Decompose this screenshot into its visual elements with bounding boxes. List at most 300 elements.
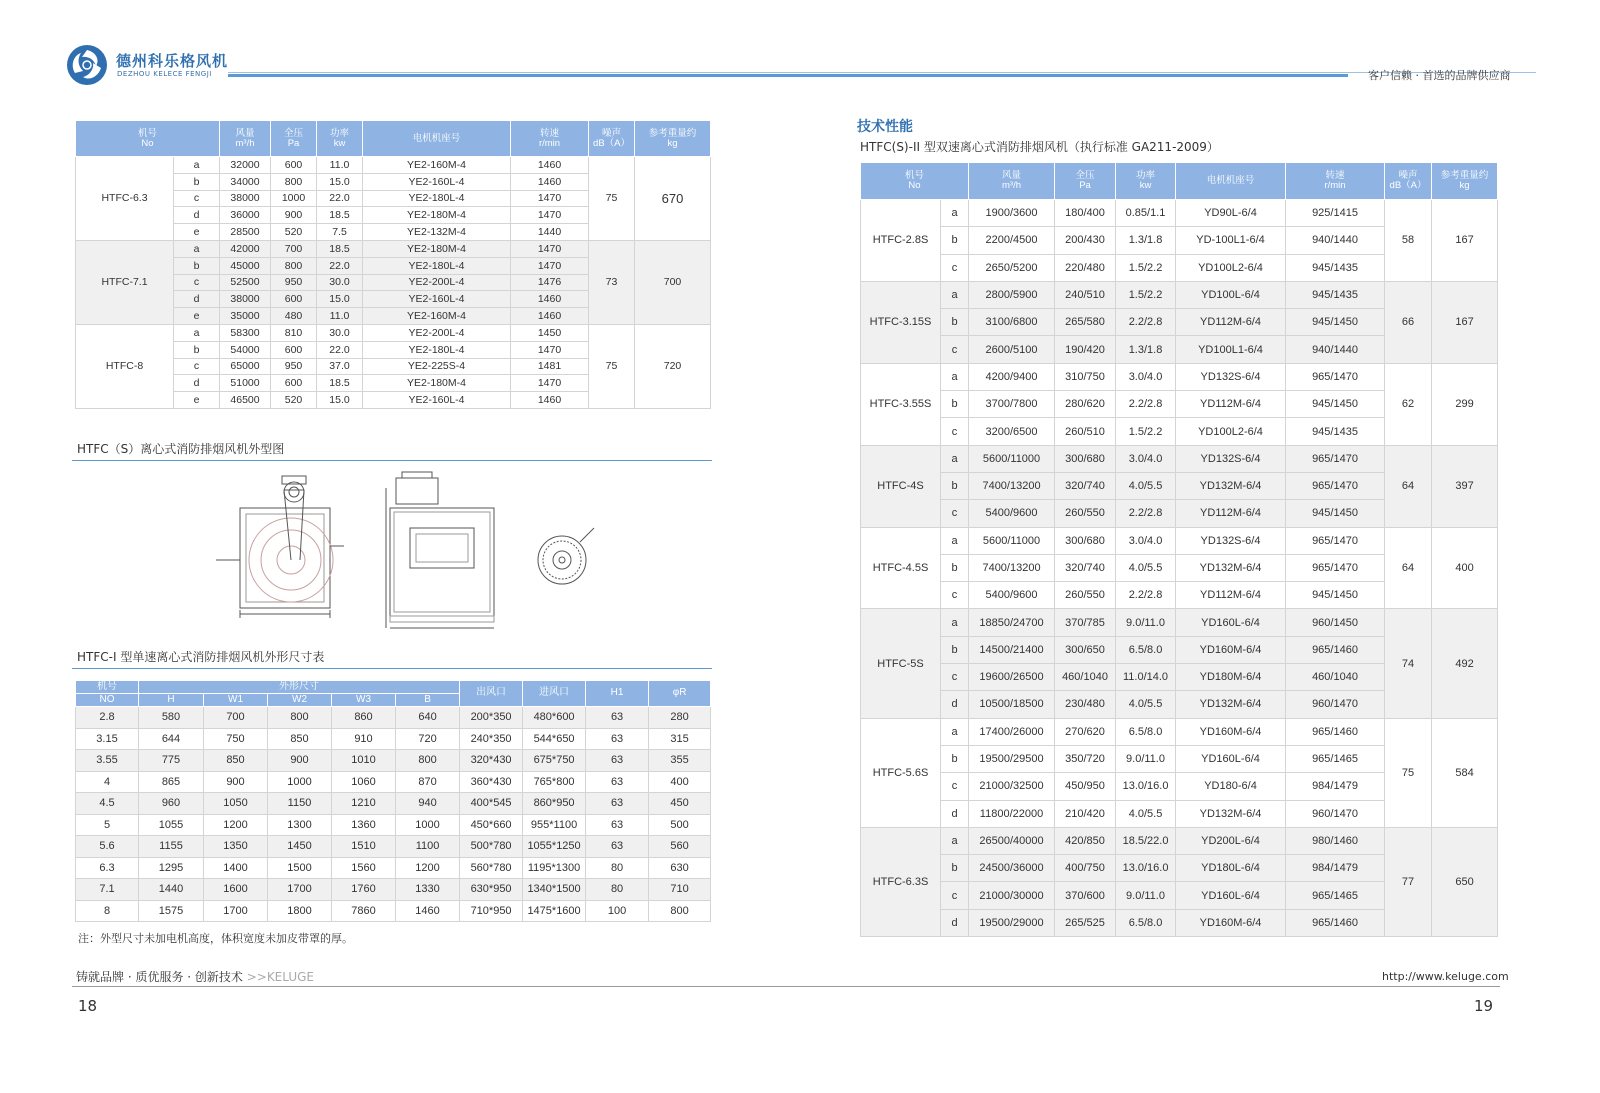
weight-cell: 584: [1432, 718, 1498, 827]
table-cell: 1460: [511, 157, 589, 174]
footer-website-link[interactable]: http://www.keluge.com: [1382, 970, 1509, 983]
table-cell: 13.0/16.0: [1116, 773, 1176, 800]
table-cell: b: [174, 257, 220, 274]
table-cell: d: [941, 691, 969, 718]
table-cell: 860*950: [523, 793, 586, 815]
table-cell: 560*780: [460, 857, 523, 879]
table-cell: 600: [271, 341, 317, 358]
table-cell: 750: [204, 728, 268, 750]
table-cell: 300/680: [1055, 527, 1116, 554]
table-cell: 3.0/4.0: [1116, 527, 1176, 554]
table-cell: 1350: [204, 836, 268, 858]
table-cell: a: [174, 324, 220, 341]
table-cell: b: [941, 472, 969, 499]
table-cell: YD132M-6/4: [1176, 472, 1286, 499]
table-cell: b: [941, 636, 969, 663]
table-cell: 63: [586, 771, 649, 793]
table-cell: 15.0: [317, 173, 363, 190]
dimension-table: [75, 680, 711, 922]
table-cell: YD100L2-6/4: [1176, 254, 1286, 281]
table-cell: 1500: [268, 857, 332, 879]
company-logo: [66, 44, 108, 86]
col-power: [1116, 163, 1176, 200]
table-cell: YD160L-6/4: [1176, 745, 1286, 772]
table-cell: 1340*1500: [523, 879, 586, 901]
table-cell: 960: [139, 793, 204, 815]
col-speed-unit: r/min: [538, 137, 561, 149]
table-row: [861, 527, 1498, 554]
table-cell: 1360: [332, 814, 396, 836]
table-cell: 260/550: [1055, 582, 1116, 609]
table-cell: 945/1435: [1286, 281, 1385, 308]
table-cell: 1800: [268, 900, 332, 922]
table-cell: 19500/29000: [969, 909, 1055, 936]
table-cell: 63: [586, 728, 649, 750]
table-row: [861, 718, 1498, 745]
table-cell: 38000: [220, 190, 271, 207]
table-cell: 355: [649, 750, 711, 772]
table-cell: 200/430: [1055, 227, 1116, 254]
table-cell: 1470: [511, 190, 589, 207]
table-cell: 65000: [220, 358, 271, 375]
table-cell: 38000: [220, 291, 271, 308]
fan-performance-table: [75, 120, 711, 409]
table-cell: 1400: [204, 857, 268, 879]
table-cell: 1200: [204, 814, 268, 836]
table-cell: 80: [586, 857, 649, 879]
table-cell: 1.5/2.2: [1116, 281, 1176, 308]
col-weight-unit: kg: [1459, 180, 1470, 191]
table-cell: 14500/21400: [969, 636, 1055, 663]
col-noise-label: 噪声: [602, 127, 622, 139]
table-cell: 6.5/8.0: [1116, 718, 1176, 745]
noise-cell: 77: [1385, 827, 1432, 936]
model-cell: HTFC-6.3: [76, 157, 174, 241]
col-airflow-label: 风量: [1002, 170, 1022, 182]
table-cell: 200*350: [460, 707, 523, 729]
col-power: [317, 121, 363, 157]
table-cell: 54000: [220, 341, 271, 358]
col-pressure-unit: Pa: [287, 137, 300, 149]
table-cell: 945/1435: [1286, 418, 1385, 445]
table-cell: a: [941, 609, 969, 636]
table-cell: YD132M-6/4: [1176, 691, 1286, 718]
table-cell: d: [174, 375, 220, 392]
table-cell: 11.0/14.0: [1116, 664, 1176, 691]
col-phi-r: φR: [649, 681, 711, 707]
noise-cell: 58: [1385, 200, 1432, 282]
table-cell: 30.0: [317, 324, 363, 341]
weight-cell: 299: [1432, 363, 1498, 445]
table-cell: b: [941, 554, 969, 581]
table-cell: YE2-200L-4: [363, 324, 511, 341]
table-cell: 4.5: [76, 793, 139, 815]
table-cell: 600: [271, 291, 317, 308]
table-cell: 2.8: [76, 707, 139, 729]
table-cell: 13.0/16.0: [1116, 855, 1176, 882]
table-cell: 230/480: [1055, 691, 1116, 718]
table-cell: 1476: [511, 274, 589, 291]
table-cell: 300/680: [1055, 445, 1116, 472]
table-cell: 1440: [139, 879, 204, 901]
col-speed: [511, 121, 589, 157]
table-cell: 1200: [396, 857, 460, 879]
weight-cell: 720: [635, 324, 711, 408]
brand-name-en: DEZHOU KELECE FENGJI: [117, 70, 212, 78]
col-speed-label: 转速: [540, 127, 560, 139]
table-row: [76, 857, 711, 879]
table-row: [76, 707, 711, 729]
col-airflow: [220, 121, 271, 157]
table-cell: 1510: [332, 836, 396, 858]
table-cell: 980/1460: [1286, 827, 1385, 854]
table-cell: 984/1479: [1286, 855, 1385, 882]
noise-cell: 74: [1385, 609, 1432, 718]
table-cell: 3.15: [76, 728, 139, 750]
table-cell: 22.0: [317, 190, 363, 207]
table-cell: 370/600: [1055, 882, 1116, 909]
table-cell: 11800/22000: [969, 800, 1055, 827]
footer-slogan-tag: >>KELUGE: [246, 970, 315, 984]
table-cell: 1470: [511, 207, 589, 224]
table-cell: YE2-180M-4: [363, 240, 511, 257]
table-cell: 950: [271, 358, 317, 375]
col-noise: [589, 121, 635, 157]
table-cell: 28500: [220, 224, 271, 241]
col-motor: [1176, 163, 1286, 200]
table-cell: 450*660: [460, 814, 523, 836]
col-outlet: 出风口: [460, 681, 523, 707]
table-cell: 7400/13200: [969, 554, 1055, 581]
table-cell: 945/1450: [1286, 309, 1385, 336]
table-cell: 4.0/5.5: [1116, 472, 1176, 499]
table-cell: 3700/7800: [969, 391, 1055, 418]
table-cell: YD160M-6/4: [1176, 636, 1286, 663]
table-row: [76, 814, 711, 836]
table-cell: 18.5/22.0: [1116, 827, 1176, 854]
col-airflow-unit: m³/h: [1002, 180, 1022, 191]
table-cell: 9.0/11.0: [1116, 609, 1176, 636]
table-cell: 1150: [268, 793, 332, 815]
table-cell: 240/510: [1055, 281, 1116, 308]
table-cell: 4.0/5.5: [1116, 691, 1176, 718]
table-cell: 7860: [332, 900, 396, 922]
col-power-unit: kw: [1139, 180, 1152, 191]
table-cell: 1460: [511, 291, 589, 308]
col-model: [76, 121, 220, 157]
table-cell: 965/1470: [1286, 363, 1385, 390]
col-weight-label: 参考重量约: [1440, 170, 1489, 182]
table-cell: 5.6: [76, 836, 139, 858]
table-cell: 1060: [332, 771, 396, 793]
table-cell: YD-100L1-6/4: [1176, 227, 1286, 254]
table-cell: 4: [76, 771, 139, 793]
model-cell: HTFC-3.15S: [861, 281, 941, 363]
table-cell: 460/1040: [1286, 664, 1385, 691]
table-cell: 1.5/2.2: [1116, 418, 1176, 445]
table-cell: 0.85/1.1: [1116, 200, 1176, 227]
table-cell: 1210: [332, 793, 396, 815]
table-cell: YD180L-6/4: [1176, 855, 1286, 882]
table-cell: c: [941, 582, 969, 609]
col-airflow-unit: m³/h: [235, 137, 255, 149]
table-cell: 4.0/5.5: [1116, 800, 1176, 827]
model-cell: HTFC-2.8S: [861, 200, 941, 282]
table-cell: 965/1460: [1286, 636, 1385, 663]
col-h: H: [139, 694, 204, 707]
table-cell: 37.0: [317, 358, 363, 375]
table-cell: b: [941, 745, 969, 772]
col-motor: [363, 121, 511, 157]
table-cell: 850: [268, 728, 332, 750]
dimension-table-divider: [72, 668, 712, 669]
table-cell: 3200/6500: [969, 418, 1055, 445]
table-cell: 42000: [220, 240, 271, 257]
page-number-left: 18: [78, 997, 98, 1015]
table-cell: 450/950: [1055, 773, 1116, 800]
table-cell: 400/750: [1055, 855, 1116, 882]
table-cell: 220/480: [1055, 254, 1116, 281]
model-cell: HTFC-6.3S: [861, 827, 941, 936]
table-row: [76, 240, 711, 257]
table-cell: 1575: [139, 900, 204, 922]
table-cell: 1.5/2.2: [1116, 254, 1176, 281]
table-cell: c: [941, 500, 969, 527]
table-cell: YD132S-6/4: [1176, 527, 1286, 554]
noise-cell: 62: [1385, 363, 1432, 445]
table-row: [76, 793, 711, 815]
table-cell: 640: [396, 707, 460, 729]
table-cell: 2800/5900: [969, 281, 1055, 308]
footer-slogan-text: 铸就品牌 · 质优服务 · 创新技术: [76, 970, 247, 984]
table-cell: 21000/30000: [969, 882, 1055, 909]
table-cell: 1700: [268, 879, 332, 901]
table-cell: 1100: [396, 836, 460, 858]
weight-cell: 650: [1432, 827, 1498, 936]
table-cell: 800: [271, 257, 317, 274]
table-cell: 1700: [204, 900, 268, 922]
col-model-label: 机号: [905, 170, 925, 182]
weight-cell: 397: [1432, 445, 1498, 527]
noise-cell: 75: [589, 324, 635, 408]
table-cell: YE2-160L-4: [363, 173, 511, 190]
table-cell: 11.0: [317, 308, 363, 325]
table-cell: 260/550: [1055, 500, 1116, 527]
header-divider: [228, 72, 1536, 73]
table-cell: 2200/4500: [969, 227, 1055, 254]
table-cell: 900: [271, 207, 317, 224]
table-cell: 360*430: [460, 771, 523, 793]
table-cell: a: [174, 240, 220, 257]
table-cell: 500: [649, 814, 711, 836]
two-speed-performance-table: [860, 162, 1498, 937]
table-cell: 36000: [220, 207, 271, 224]
table-cell: 210/420: [1055, 800, 1116, 827]
table-cell: 2600/5100: [969, 336, 1055, 363]
weight-cell: 670: [635, 157, 711, 241]
table-cell: 2.2/2.8: [1116, 309, 1176, 336]
table-cell: 34000: [220, 173, 271, 190]
model-cell: HTFC-4.5S: [861, 527, 941, 609]
table-cell: a: [941, 200, 969, 227]
table-cell: 10500/18500: [969, 691, 1055, 718]
table-cell: 1295: [139, 857, 204, 879]
model-cell: HTFC-5.6S: [861, 718, 941, 827]
table-cell: e: [174, 392, 220, 409]
table-row: [861, 363, 1498, 390]
table-cell: c: [941, 254, 969, 281]
table-cell: 19600/26500: [969, 664, 1055, 691]
table-cell: 240*350: [460, 728, 523, 750]
col-speed-unit: r/min: [1324, 180, 1346, 191]
table-cell: c: [941, 664, 969, 691]
table-cell: 2.2/2.8: [1116, 500, 1176, 527]
col-inlet: 进风口: [523, 681, 586, 707]
table-cell: c: [174, 274, 220, 291]
table-cell: YD132M-6/4: [1176, 554, 1286, 581]
table-cell: 675*750: [523, 750, 586, 772]
table-row: [76, 728, 711, 750]
table-cell: b: [941, 391, 969, 418]
table-cell: c: [941, 336, 969, 363]
table-cell: 26500/40000: [969, 827, 1055, 854]
table-cell: 520: [271, 224, 317, 241]
page-number-right: 19: [1474, 997, 1494, 1015]
table-cell: 30.0: [317, 274, 363, 291]
noise-cell: 64: [1385, 527, 1432, 609]
table-cell: a: [174, 157, 220, 174]
table-cell: 63: [586, 836, 649, 858]
table-row: [861, 827, 1498, 854]
table-row: [76, 324, 711, 341]
table-cell: 900: [268, 750, 332, 772]
table-cell: YD200L-6/4: [1176, 827, 1286, 854]
table-cell: 2650/5200: [969, 254, 1055, 281]
table-cell: 1460: [511, 392, 589, 409]
table-row: [861, 609, 1498, 636]
drawing-section-divider: [72, 460, 712, 461]
table-cell: 265/525: [1055, 909, 1116, 936]
col-pressure-label: 全压: [284, 127, 304, 139]
table-cell: 58300: [220, 324, 271, 341]
table-cell: YE2-180L-4: [363, 257, 511, 274]
table-cell: 1055: [139, 814, 204, 836]
table-cell: YE2-180L-4: [363, 341, 511, 358]
table-cell: YD132S-6/4: [1176, 363, 1286, 390]
table-cell: 700: [271, 240, 317, 257]
header-slogan: 客户信赖 · 首选的品牌供应商: [1368, 69, 1511, 82]
table-cell: d: [941, 909, 969, 936]
table-cell: 520: [271, 392, 317, 409]
table-cell: YE2-160L-4: [363, 392, 511, 409]
table-cell: 945/1435: [1286, 254, 1385, 281]
table-cell: 15.0: [317, 392, 363, 409]
table-cell: 1.3/1.8: [1116, 336, 1176, 363]
table-cell: b: [941, 309, 969, 336]
tech-section-title: 技术性能: [857, 119, 913, 135]
table-cell: YD180-6/4: [1176, 773, 1286, 800]
table-cell: 1.3/1.8: [1116, 227, 1176, 254]
table-cell: 800: [649, 900, 711, 922]
table-cell: 1155: [139, 836, 204, 858]
table-cell: 190/420: [1055, 336, 1116, 363]
table-cell: 21000/32500: [969, 773, 1055, 800]
col-weight: [1432, 163, 1498, 200]
table-cell: 800: [396, 750, 460, 772]
table-cell: 3100/6800: [969, 309, 1055, 336]
table-cell: 500*780: [460, 836, 523, 858]
table-cell: 925/1415: [1286, 200, 1385, 227]
table-cell: 965/1465: [1286, 745, 1385, 772]
table-cell: 965/1470: [1286, 554, 1385, 581]
table-cell: 100: [586, 900, 649, 922]
table-cell: 310/750: [1055, 363, 1116, 390]
table-cell: 984/1479: [1286, 773, 1385, 800]
table-cell: 965/1470: [1286, 445, 1385, 472]
table-cell: 63: [586, 793, 649, 815]
noise-cell: 75: [1385, 718, 1432, 827]
table-cell: 765*800: [523, 771, 586, 793]
table-cell: 945/1450: [1286, 500, 1385, 527]
table-cell: 7.5: [317, 224, 363, 241]
table-cell: 560: [649, 836, 711, 858]
table-cell: YE2-180M-4: [363, 207, 511, 224]
table-cell: 700: [204, 707, 268, 729]
table-cell: YD100L2-6/4: [1176, 418, 1286, 445]
table-cell: 800: [271, 173, 317, 190]
table-cell: 260/510: [1055, 418, 1116, 445]
table-cell: 460/1040: [1055, 664, 1116, 691]
col-h1: H1: [586, 681, 649, 707]
col-pressure: [271, 121, 317, 157]
table-cell: 45000: [220, 257, 271, 274]
table-cell: 6.5/8.0: [1116, 909, 1176, 936]
dimension-note: 注：外型尺寸未加电机高度，体积宽度未加皮带罩的厚。: [78, 932, 353, 945]
table-cell: 480*600: [523, 707, 586, 729]
table-cell: 1481: [511, 358, 589, 375]
table-cell: 80: [586, 879, 649, 901]
table-cell: 5600/11000: [969, 527, 1055, 554]
table-cell: 320/740: [1055, 472, 1116, 499]
table-cell: 580: [139, 707, 204, 729]
table-cell: 15.0: [317, 291, 363, 308]
col-motor-label: 电机机座号: [412, 132, 461, 144]
brand-name-cn: 德州科乐格风机: [116, 52, 229, 70]
table-cell: YD112M-6/4: [1176, 309, 1286, 336]
col-model-top: 机号: [76, 681, 139, 694]
col-weight: [635, 121, 711, 157]
table-cell: 7400/13200: [969, 472, 1055, 499]
table-cell: YD160M-6/4: [1176, 718, 1286, 745]
col-noise-label: 噪声: [1398, 170, 1418, 182]
weight-cell: 400: [1432, 527, 1498, 609]
table-cell: 2.2/2.8: [1116, 582, 1176, 609]
col-noise: [1385, 163, 1432, 200]
col-model-label: 机号: [138, 127, 158, 139]
col-pressure-unit: Pa: [1079, 180, 1091, 191]
table-cell: 1600: [204, 879, 268, 901]
table-cell: 1460: [511, 308, 589, 325]
table-cell: 1000: [271, 190, 317, 207]
table-cell: 3.55: [76, 750, 139, 772]
table-cell: 850: [204, 750, 268, 772]
table-cell: 280/620: [1055, 391, 1116, 418]
table-cell: 280: [649, 707, 711, 729]
drawing-section-title: HTFC（S）离心式消防排烟风机外型图: [77, 442, 285, 456]
table-cell: 270/620: [1055, 718, 1116, 745]
table-cell: 1760: [332, 879, 396, 901]
table-cell: b: [174, 341, 220, 358]
